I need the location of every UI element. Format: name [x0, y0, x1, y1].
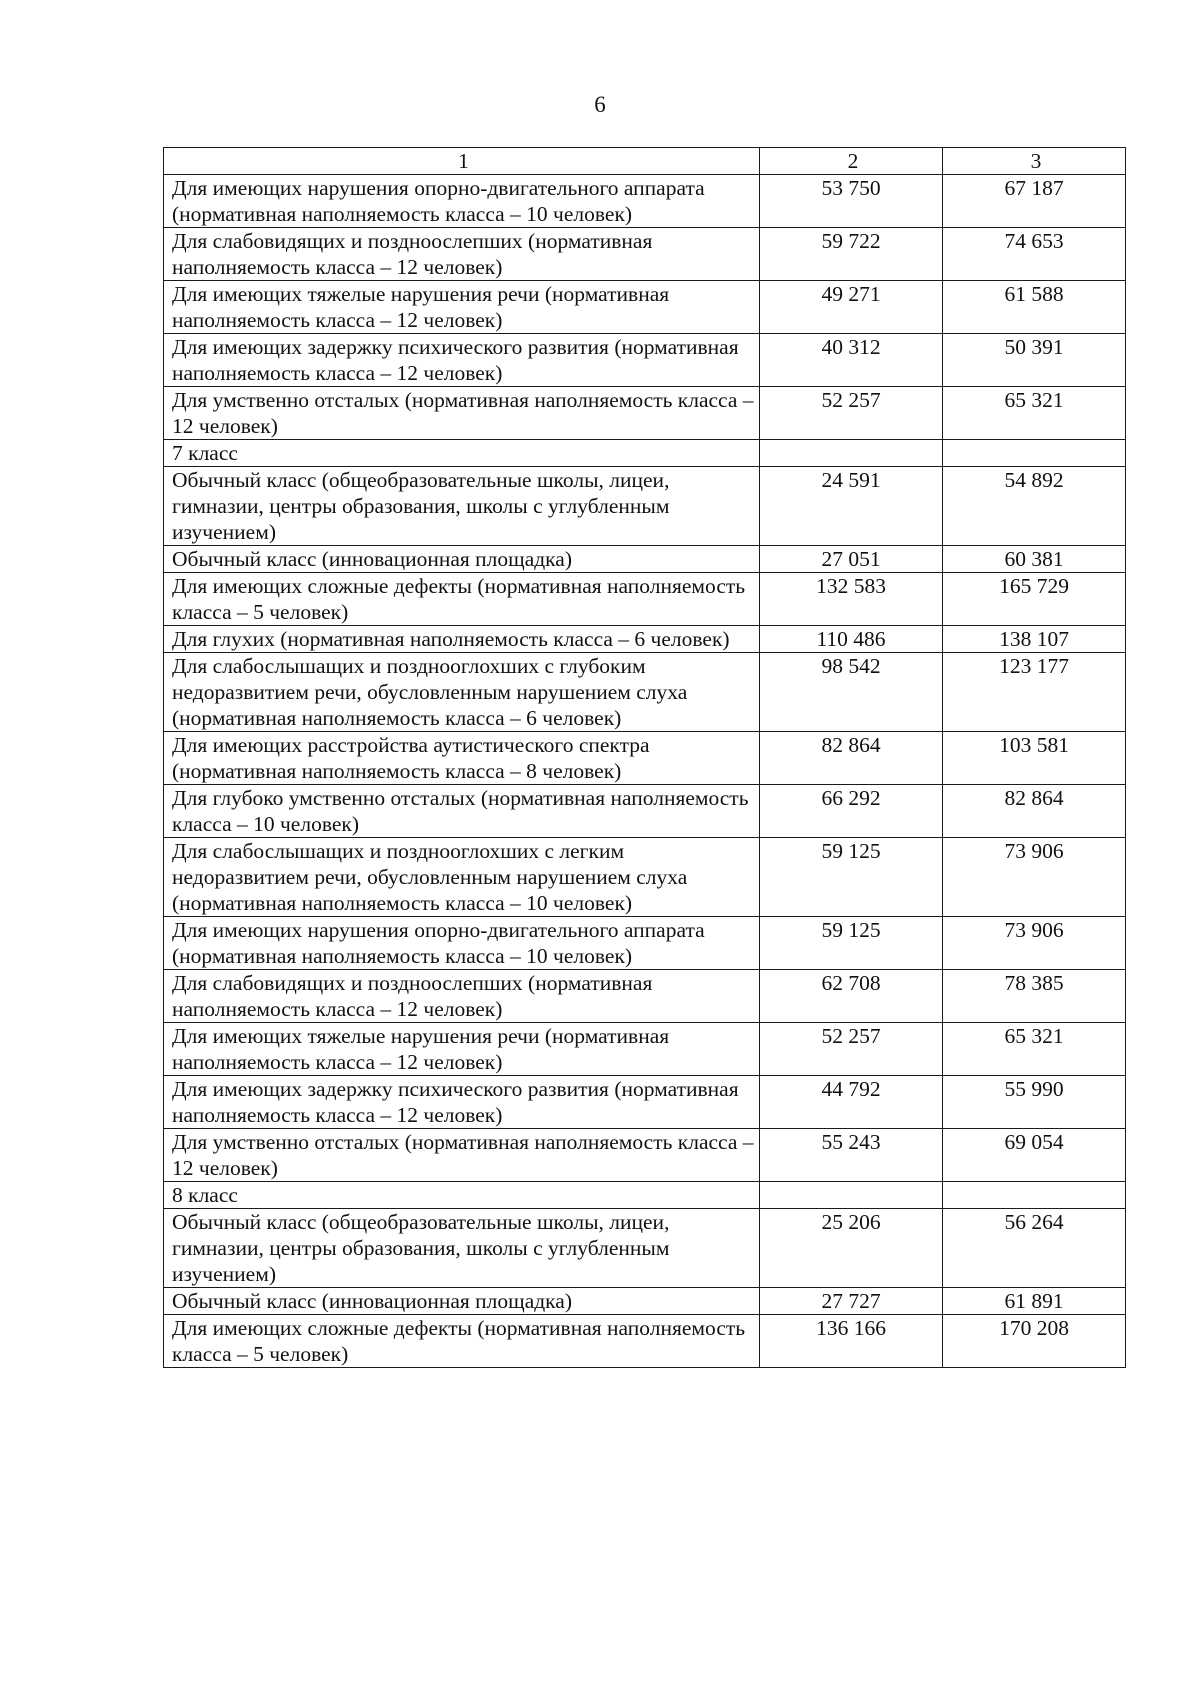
section-row: [164, 440, 1126, 467]
row-value-col2: 55 243: [760, 1129, 943, 1182]
table-row: [164, 1288, 1126, 1315]
page-number: 6: [594, 92, 606, 117]
row-value-col2: 52 257: [760, 1023, 943, 1076]
row-value-col3: 56 264: [943, 1209, 1126, 1288]
row-value-col3: 65 321: [943, 387, 1126, 440]
row-value-col2: 62 708: [760, 970, 943, 1023]
row-value-col2: 44 792: [760, 1076, 943, 1129]
row-value-col2: 136 166: [760, 1315, 943, 1368]
table-row: [164, 228, 1126, 281]
table-row: [164, 1315, 1126, 1368]
row-value-col3: [943, 1182, 1126, 1209]
table-row: [164, 732, 1126, 785]
row-value-col3: 170 208: [943, 1315, 1126, 1368]
row-label: Для слабовидящих и поздноослепших (нормативная наполняемость класса – 12 человек): [164, 228, 760, 281]
row-value-col2: 59 722: [760, 228, 943, 281]
table-row: [164, 1209, 1126, 1288]
row-value-col2: 66 292: [760, 785, 943, 838]
table-row: [164, 970, 1126, 1023]
row-label: Для имеющих нарушения опорно-двигательного аппарата (нормативная наполняемость класса – 10 человек): [164, 175, 760, 228]
row-label: Обычный класс (инновационная площадка): [164, 1288, 760, 1315]
row-value-col2: 82 864: [760, 732, 943, 785]
row-value-col2: 49 271: [760, 281, 943, 334]
table-row: [164, 917, 1126, 970]
row-label: Для слабослышащих и позднооглохших с легким недоразвитием речи, обусловленным нарушением слуха (нормативная наполняемость класса – 10 человек): [164, 838, 760, 917]
table-row: [164, 626, 1126, 653]
row-value-col3: 69 054: [943, 1129, 1126, 1182]
table-row: [164, 785, 1126, 838]
row-label: Для слабовидящих и поздноослепших (нормативная наполняемость класса – 12 человек): [164, 970, 760, 1023]
row-value-col2: 59 125: [760, 838, 943, 917]
table-row: [164, 467, 1126, 546]
row-value-col3: 61 588: [943, 281, 1126, 334]
table-row: [164, 653, 1126, 732]
table-row: [164, 387, 1126, 440]
table-row: [164, 1129, 1126, 1182]
row-label: Для имеющих тяжелые нарушения речи (нормативная наполняемость класса – 12 человек): [164, 1023, 760, 1076]
row-value-col3: 82 864: [943, 785, 1126, 838]
row-value-col2: 53 750: [760, 175, 943, 228]
row-value-col3: 78 385: [943, 970, 1126, 1023]
data-table: [163, 147, 1126, 1368]
row-value-col3: 73 906: [943, 838, 1126, 917]
row-value-col3: 74 653: [943, 228, 1126, 281]
row-label: Для умственно отсталых (нормативная наполняемость класса – 12 человек): [164, 1129, 760, 1182]
row-label: Обычный класс (общеобразовательные школы, лицеи, гимназии, центры образования, школы с углубленным изучением): [164, 467, 760, 546]
row-value-col2: 25 206: [760, 1209, 943, 1288]
row-value-col3: 73 906: [943, 917, 1126, 970]
column-number-1: 1: [164, 148, 760, 175]
row-label: 8 класс: [164, 1182, 760, 1209]
column-number-3: 3: [943, 148, 1126, 175]
table-row: [164, 175, 1126, 228]
row-label: Обычный класс (общеобразовательные школы, лицеи, гимназии, центры образования, школы с углубленным изучением): [164, 1209, 760, 1288]
row-label: Для умственно отсталых (нормативная наполняемость класса – 12 человек): [164, 387, 760, 440]
row-value-col3: 103 581: [943, 732, 1126, 785]
row-value-col2: 52 257: [760, 387, 943, 440]
row-value-col3: 55 990: [943, 1076, 1126, 1129]
table-row: [164, 281, 1126, 334]
row-label: 7 класс: [164, 440, 760, 467]
row-value-col3: [943, 440, 1126, 467]
row-value-col3: 60 381: [943, 546, 1126, 573]
row-value-col3: 54 892: [943, 467, 1126, 546]
row-value-col2: 24 591: [760, 467, 943, 546]
row-label: Для имеющих задержку психического развития (нормативная наполняемость класса – 12 человек): [164, 334, 760, 387]
column-number-row: [164, 148, 1126, 175]
table-row: [164, 546, 1126, 573]
row-label: Для имеющих задержку психического развития (нормативная наполняемость класса – 12 человек): [164, 1076, 760, 1129]
row-value-col3: 67 187: [943, 175, 1126, 228]
table-row: [164, 1023, 1126, 1076]
row-value-col2: 27 051: [760, 546, 943, 573]
row-value-col2: 132 583: [760, 573, 943, 626]
table-row: [164, 1076, 1126, 1129]
row-value-col2: [760, 440, 943, 467]
row-value-col2: 27 727: [760, 1288, 943, 1315]
row-label: Для глубоко умственно отсталых (нормативная наполняемость класса – 10 человек): [164, 785, 760, 838]
row-label: Для имеющих тяжелые нарушения речи (нормативная наполняемость класса – 12 человек): [164, 281, 760, 334]
row-value-col2: 110 486: [760, 626, 943, 653]
row-value-col2: [760, 1182, 943, 1209]
row-value-col3: 123 177: [943, 653, 1126, 732]
section-row: [164, 1182, 1126, 1209]
row-label: Обычный класс (инновационная площадка): [164, 546, 760, 573]
row-value-col2: 40 312: [760, 334, 943, 387]
row-value-col3: 65 321: [943, 1023, 1126, 1076]
row-label: Для имеющих нарушения опорно-двигательного аппарата (нормативная наполняемость класса – 10 человек): [164, 917, 760, 970]
table-row: [164, 334, 1126, 387]
row-value-col3: 50 391: [943, 334, 1126, 387]
row-label: Для глухих (нормативная наполняемость класса – 6 человек): [164, 626, 760, 653]
row-label: Для имеющих сложные дефекты (нормативная наполняемость класса – 5 человек): [164, 573, 760, 626]
row-label: Для имеющих сложные дефекты (нормативная наполняемость класса – 5 человек): [164, 1315, 760, 1368]
row-label: Для слабослышащих и позднооглохших с глубоким недоразвитием речи, обусловленным нарушением слуха (нормативная наполняемость класса – 6 человек): [164, 653, 760, 732]
table-row: [164, 838, 1126, 917]
table-body: [164, 148, 1126, 1368]
row-value-col3: 138 107: [943, 626, 1126, 653]
table-row: [164, 573, 1126, 626]
row-label: Для имеющих расстройства аутистического спектра (нормативная наполняемость класса – 8 человек): [164, 732, 760, 785]
column-number-2: 2: [760, 148, 943, 175]
row-value-col2: 59 125: [760, 917, 943, 970]
row-value-col2: 98 542: [760, 653, 943, 732]
row-value-col3: 165 729: [943, 573, 1126, 626]
row-value-col3: 61 891: [943, 1288, 1126, 1315]
